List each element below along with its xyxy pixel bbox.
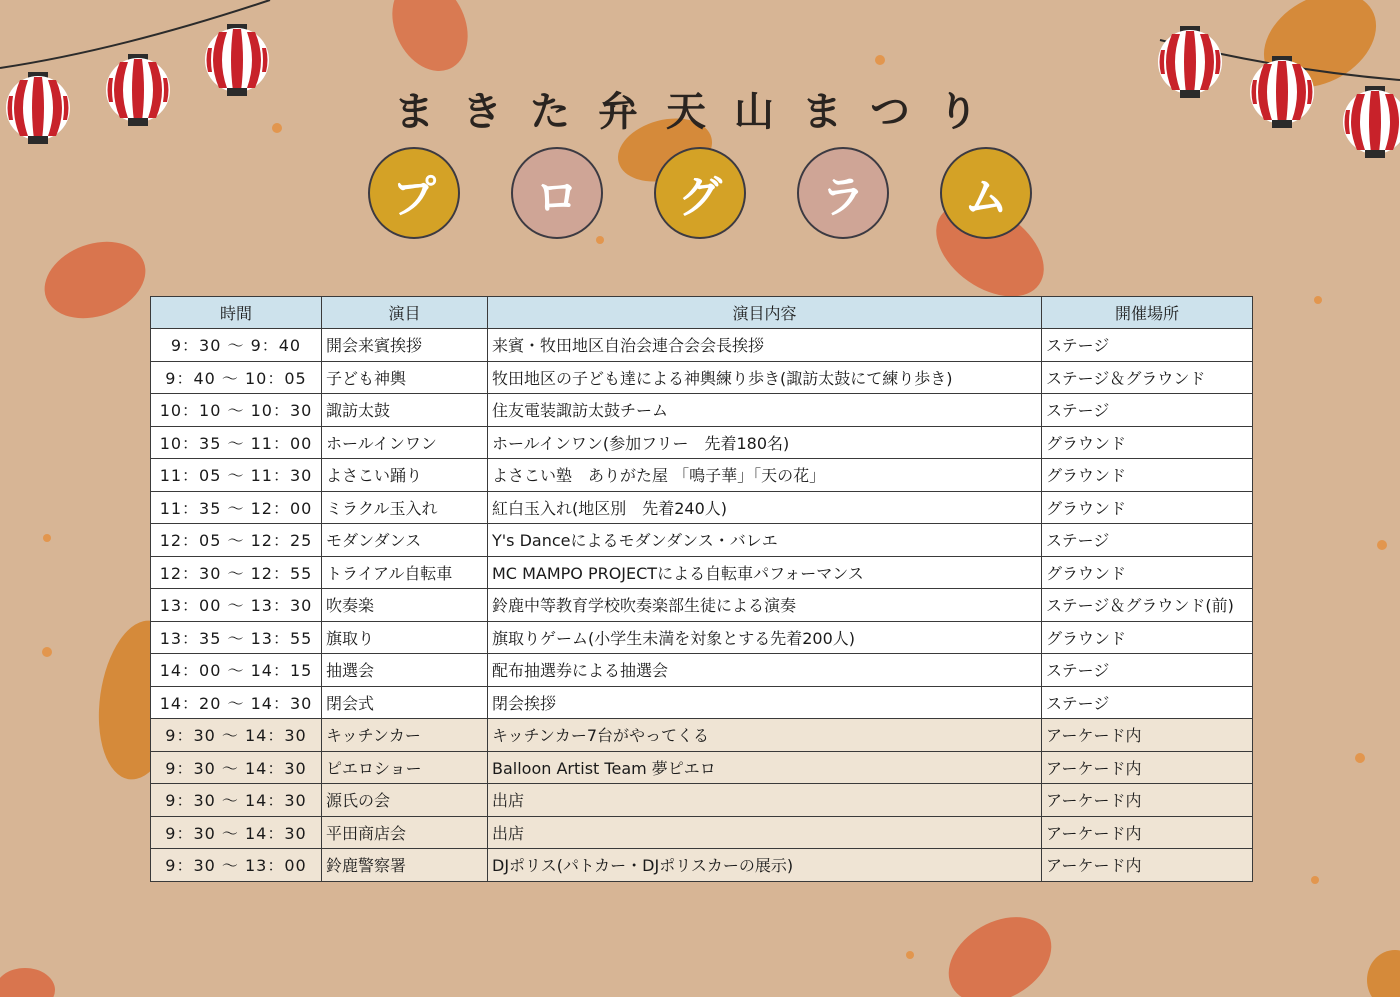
time-cell: 9：30 ～ 14：30 xyxy=(151,816,322,849)
detail-cell: 牧田地区の子ども達による神輿練り歩き(諏訪太鼓にて練り歩き) xyxy=(488,361,1042,394)
detail-cell: 配布抽選券による抽選会 xyxy=(488,654,1042,687)
place-cell: アーケード内 xyxy=(1042,849,1253,882)
time-cell: 9：30 ～ 14：30 xyxy=(151,719,322,752)
time-cell: 10：35 ～ 11：00 xyxy=(151,426,322,459)
time-cell: 9：30 ～ 9：40 xyxy=(151,329,322,362)
item-cell: ピエロショー xyxy=(322,751,488,784)
detail-cell: Balloon Artist Team 夢ピエロ xyxy=(488,751,1042,784)
item-cell: 開会来賓挨拶 xyxy=(322,329,488,362)
time-cell: 9：40 ～ 10：05 xyxy=(151,361,322,394)
detail-cell: 閉会挨拶 xyxy=(488,686,1042,719)
leaf-shape xyxy=(1367,950,1400,997)
item-cell: 子ども神輿 xyxy=(322,361,488,394)
place-cell: ステージ＆グラウンド(前) xyxy=(1042,589,1253,622)
program-char: ラ xyxy=(821,172,865,223)
item-cell: 鈴鹿警察署 xyxy=(322,849,488,882)
detail-cell: MC MAMPO PROJECTによる自転車パフォーマンス xyxy=(488,556,1042,589)
program-char-circle xyxy=(797,147,889,239)
place-cell: アーケード内 xyxy=(1042,784,1253,817)
column-header-time: 時間 xyxy=(151,297,322,329)
detail-cell: 住友電装諏訪太鼓チーム xyxy=(488,394,1042,427)
table-row xyxy=(151,719,1253,752)
table-row xyxy=(151,524,1253,557)
table-row xyxy=(151,329,1253,362)
program-heading xyxy=(368,147,1032,243)
table-row xyxy=(151,621,1253,654)
item-cell: 抽選会 xyxy=(322,654,488,687)
detail-cell: DJポリス(パトカー・DJポリスカーの展示) xyxy=(488,849,1042,882)
time-cell: 13：35 ～ 13：55 xyxy=(151,621,322,654)
time-cell: 11：05 ～ 11：30 xyxy=(151,459,322,492)
leaf-shape xyxy=(933,900,1066,997)
program-char-circle xyxy=(368,147,460,239)
time-cell: 13：00 ～ 13：30 xyxy=(151,589,322,622)
place-cell: グラウンド xyxy=(1042,459,1253,492)
place-cell: グラウンド xyxy=(1042,556,1253,589)
time-cell: 11：35 ～ 12：00 xyxy=(151,491,322,524)
detail-cell: 鈴鹿中等教育学校吹奏楽部生徒による演奏 xyxy=(488,589,1042,622)
program-char: プ xyxy=(392,172,436,223)
program-char-circle xyxy=(940,147,1032,239)
table-header-row xyxy=(151,297,1253,329)
program-table xyxy=(150,296,1253,882)
place-cell: グラウンド xyxy=(1042,621,1253,654)
place-cell: ステージ＆グラウンド xyxy=(1042,361,1253,394)
table-row xyxy=(151,654,1253,687)
table-row xyxy=(151,394,1253,427)
item-cell: 平田商店会 xyxy=(322,816,488,849)
table-body xyxy=(151,329,1253,882)
leaf-shape xyxy=(378,0,482,83)
time-cell: 10：10 ～ 10：30 xyxy=(151,394,322,427)
table-row xyxy=(151,849,1253,882)
time-cell: 9：30 ～ 14：30 xyxy=(151,751,322,784)
detail-cell: 旗取りゲーム(小学生未満を対象とする先着200人) xyxy=(488,621,1042,654)
table-row xyxy=(151,361,1253,394)
item-cell: モダンダンス xyxy=(322,524,488,557)
item-cell: 吹奏楽 xyxy=(322,589,488,622)
detail-cell: 来賓・牧田地区自治会連合会会長挨拶 xyxy=(488,329,1042,362)
table-row xyxy=(151,816,1253,849)
detail-cell: 出店 xyxy=(488,784,1042,817)
column-header-place: 開催場所 xyxy=(1042,297,1253,329)
time-cell: 14：00 ～ 14：15 xyxy=(151,654,322,687)
program-char: グ xyxy=(678,172,722,223)
item-cell: 源氏の会 xyxy=(322,784,488,817)
item-cell: 諏訪太鼓 xyxy=(322,394,488,427)
item-cell: ホールインワン xyxy=(322,426,488,459)
item-cell: トライアル自転車 xyxy=(322,556,488,589)
item-cell: キッチンカー xyxy=(322,719,488,752)
detail-cell: キッチンカー7台がやってくる xyxy=(488,719,1042,752)
item-cell: 閉会式 xyxy=(322,686,488,719)
column-header-detail: 演目内容 xyxy=(488,297,1042,329)
time-cell: 9：30 ～ 13：00 xyxy=(151,849,322,882)
time-cell: 9：30 ～ 14：30 xyxy=(151,784,322,817)
place-cell: ステージ xyxy=(1042,524,1253,557)
place-cell: ステージ xyxy=(1042,686,1253,719)
time-cell: 14：20 ～ 14：30 xyxy=(151,686,322,719)
detail-cell: よさこい塾 ありがた屋 「鳴子華」「天の花」 xyxy=(488,459,1042,492)
place-cell: アーケード内 xyxy=(1042,816,1253,849)
table-row xyxy=(151,459,1253,492)
place-cell: ステージ xyxy=(1042,654,1253,687)
time-cell: 12：30 ～ 12：55 xyxy=(151,556,322,589)
detail-cell: ホールインワン(参加フリー 先着180名) xyxy=(488,426,1042,459)
item-cell: よさこい踊り xyxy=(322,459,488,492)
program-char: ム xyxy=(964,172,1008,223)
item-cell: 旗取り xyxy=(322,621,488,654)
place-cell: ステージ xyxy=(1042,329,1253,362)
time-cell: 12：05 ～ 12：25 xyxy=(151,524,322,557)
place-cell: ステージ xyxy=(1042,394,1253,427)
detail-cell: Y's Danceによるモダンダンス・バレエ xyxy=(488,524,1042,557)
table-row xyxy=(151,784,1253,817)
program-char-circle xyxy=(654,147,746,239)
place-cell: アーケード内 xyxy=(1042,719,1253,752)
place-cell: アーケード内 xyxy=(1042,751,1253,784)
table-row xyxy=(151,589,1253,622)
program-char: ロ xyxy=(535,172,579,223)
detail-cell: 紅白玉入れ(地区別 先着240人) xyxy=(488,491,1042,524)
detail-cell: 出店 xyxy=(488,816,1042,849)
leaf-shape xyxy=(34,228,156,331)
place-cell: グラウンド xyxy=(1042,426,1253,459)
column-header-item: 演目 xyxy=(322,297,488,329)
item-cell: ミラクル玉入れ xyxy=(322,491,488,524)
page-title: まきた弁天山まつり xyxy=(394,89,1006,135)
table-row xyxy=(151,491,1253,524)
leaf-shape xyxy=(0,968,55,997)
table-row xyxy=(151,556,1253,589)
table-row xyxy=(151,751,1253,784)
table-row xyxy=(151,426,1253,459)
place-cell: グラウンド xyxy=(1042,491,1253,524)
table-row xyxy=(151,686,1253,719)
program-char-circle xyxy=(511,147,603,239)
